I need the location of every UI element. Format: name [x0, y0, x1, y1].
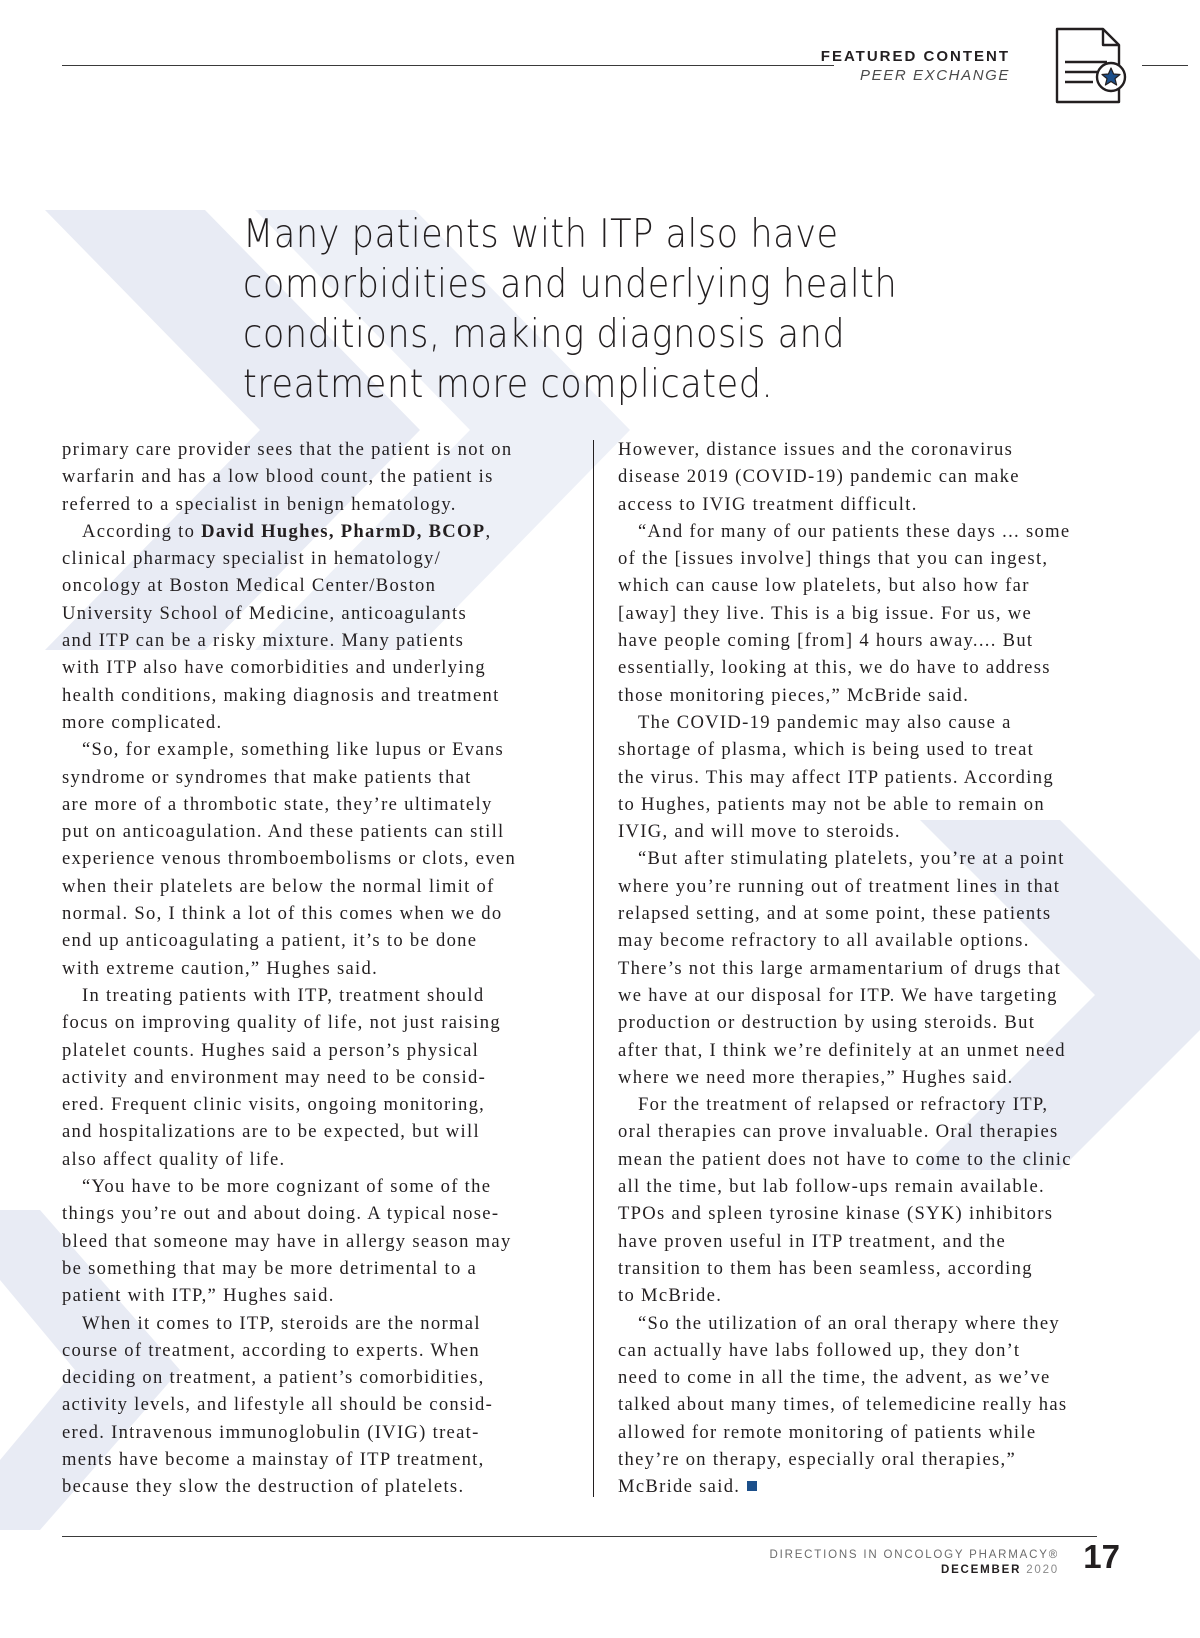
article-column-left [62, 436, 582, 1501]
text-line: There’s not this large armamentarium of drugs that [618, 957, 1062, 979]
section-title: FEATURED CONTENT [820, 48, 1010, 65]
issue-date [769, 1563, 1059, 1578]
text-line: warfarin and has a low blood count, the patient is [62, 466, 494, 488]
text-line: those monitoring pieces,” McBride said. [618, 684, 970, 706]
footer-rule [62, 1536, 1097, 1537]
text-line [618, 1473, 1138, 1500]
text-line: ered. Frequent clinic visits, ongoing monitoring, [62, 1094, 486, 1116]
text-line: things you’re out and about doing. A typical nose- [62, 1203, 500, 1225]
text-line: after that, I think we’re definitely at an unmet need [618, 1039, 1066, 1061]
text-line: mean the patient does not have to come to the clinic [618, 1148, 1072, 1170]
text-line: health conditions, making diagnosis and treatment [62, 684, 500, 706]
text-line: because they slow the destruction of platelets. [62, 1476, 465, 1498]
header-rule-right [1142, 65, 1188, 66]
issue-year: 2020 [1026, 1564, 1059, 1576]
text-line: bleed that someone may have in allergy season may [62, 1230, 512, 1252]
pull-quote-line: treatment more complicated. [243, 362, 774, 407]
text-line: essentially, looking at this, we do have to address [618, 657, 1051, 679]
page-number: 17 [1083, 1538, 1120, 1575]
text-line: referred to a specialist in benign hematology. [62, 493, 457, 515]
text-line: shortage of plasma, which is being used to treat [618, 739, 1035, 761]
text-line: may become refractory to all available options. [618, 930, 1030, 952]
text-line: disease 2019 (COVID-19) pandemic can make [618, 466, 1020, 488]
text-line: However, distance issues and the coronavirus [618, 439, 1014, 460]
text-line: oral therapies can prove invaluable. Oral therapies [618, 1121, 1059, 1143]
text-run: According to [82, 520, 202, 542]
section-subtitle: PEER EXCHANGE [860, 67, 1010, 84]
text-line: course of treatment, according to experts. When [62, 1339, 481, 1361]
text-line: TPOs and spleen tyrosine kinase (SYK) inhibitors [618, 1203, 1054, 1225]
text-line: patient with ITP,” Hughes said. [62, 1285, 335, 1307]
text-line: When it comes to ITP, steroids are the normal [82, 1312, 481, 1334]
text-line: focus on improving quality of life, not just raising [62, 1012, 501, 1034]
text-line: are more of a thrombotic state, they’re ultimately [62, 793, 493, 815]
text-line: with ITP also have comorbidities and underlying [62, 657, 486, 679]
text-line: normal. So, I think a lot of this comes when we do [62, 903, 503, 925]
text-line: be something that may be more detrimental to a [62, 1257, 478, 1279]
text-run: , [485, 520, 492, 542]
text-line: [away] they live. This is a big issue. For us, we [618, 602, 1033, 624]
text-line: which can cause low platelets, but also how far [618, 575, 1030, 597]
text-line: For the treatment of relapsed or refractory ITP, [638, 1094, 1049, 1116]
article-column-right [618, 436, 1138, 1501]
text-line: ments have become a mainstay of ITP treatment, [62, 1448, 485, 1470]
text-line: have people coming [from] 4 hours away.... But [618, 630, 1034, 652]
pull-quote-line: comorbidities and underlying health [243, 262, 898, 307]
pull-quote-line: conditions, making diagnosis and [243, 312, 846, 357]
text-line: production or destruction by using steroids. But [618, 1012, 1036, 1034]
text-line: all the time, but lab follow-ups remain available. [618, 1176, 1045, 1198]
text-line: University School of Medicine, anticoagulants [62, 602, 467, 624]
text-line: The COVID-19 pandemic may also cause a [638, 711, 1012, 733]
publication-name: DIRECTIONS IN ONCOLOGY PHARMACY® [769, 1549, 1059, 1561]
text-line: where we need more therapies,” Hughes said. [618, 1066, 1014, 1088]
text-line: transition to them has been seamless, according [618, 1257, 1033, 1279]
column-divider [593, 440, 594, 1497]
pull-quote-line: Many patients with ITP also have [243, 212, 839, 257]
footer-publication-info [769, 1548, 1059, 1578]
text-line: allowed for remote monitoring of patients while [618, 1421, 1037, 1443]
expert-name: David Hughes, PharmD, BCOP [201, 520, 486, 542]
header-rule-left [62, 65, 834, 66]
text-line: end up anticoagulating a patient, it’s to be done [62, 930, 478, 952]
text-line: relapsed setting, and at some point, these patients [618, 903, 1052, 925]
text-line: clinical pharmacy specialist in hematology/ [62, 548, 442, 570]
text-line: “And for many of our patients these days ... some [638, 520, 1071, 542]
text-line: the virus. This may affect ITP patients. According [618, 766, 1054, 788]
text-line: primary care provider sees that the patient is not on [62, 439, 513, 460]
text-line: can actually have labs followed up, they don’t [618, 1339, 1021, 1361]
text-line: “But after stimulating platelets, you’re at a point [638, 848, 1065, 870]
text-line: IVIG, and will move to steroids. [618, 821, 901, 843]
text-line: and ITP can be a risky mixture. Many patients [62, 630, 465, 652]
section-label [821, 47, 1010, 85]
text-line: more complicated. [62, 711, 223, 733]
text-line: “So the utilization of an oral therapy where they [638, 1312, 1061, 1334]
text-line: platelet counts. Hughes said a person’s physical [62, 1039, 480, 1061]
text-line: experience venous thromboembolisms or clots, even [62, 848, 517, 870]
text-line: to McBride. [618, 1285, 723, 1307]
text-line: with extreme caution,” Hughes said. [62, 957, 379, 979]
text-line: we have at our disposal for ITP. We have targeting [618, 984, 1058, 1006]
text-line: need to come in all the time, the advent, as we’ve [618, 1367, 1051, 1389]
text-line: talked about many times, of telemedicine really has [618, 1394, 1068, 1416]
text-line: and hospitalizations are to be expected, but will [62, 1121, 480, 1143]
text-line: they’re on therapy, especially oral therapies,” [618, 1448, 1017, 1470]
document-star-icon [1053, 26, 1129, 108]
text-line: In treating patients with ITP, treatment should [82, 984, 485, 1006]
text-line: put on anticoagulation. And these patients can still [62, 821, 505, 843]
issue-month: DECEMBER [940, 1564, 1022, 1576]
text-line: deciding on treatment, a patient’s comorbidities, [62, 1367, 485, 1389]
text-line: where you’re running out of treatment lines in that [618, 875, 1061, 897]
text-line: have proven useful in ITP treatment, and the [618, 1230, 1006, 1252]
text-line: of the [issues involve] things that you can ingest, [618, 548, 1049, 570]
text-line: activity levels, and lifestyle all should be consid- [62, 1394, 494, 1416]
text-line: syndrome or syndromes that make patients that [62, 766, 472, 788]
text-line: to Hughes, patients may not be able to remain on [618, 793, 1045, 815]
text-line: “You have to be more cognizant of some of the [82, 1176, 492, 1198]
text-run: McBride said. [618, 1476, 741, 1498]
text-line [62, 518, 582, 545]
text-line: also affect quality of life. [62, 1148, 286, 1170]
text-line: “So, for example, something like lupus or Evans [82, 739, 505, 761]
end-of-article-square-icon [747, 1481, 757, 1491]
text-line: oncology at Boston Medical Center/Boston [62, 575, 437, 597]
text-line: access to IVIG treatment difficult. [618, 493, 918, 515]
text-line: when their platelets are below the normal limit of [62, 875, 495, 897]
text-line: activity and environment may need to be consid- [62, 1066, 487, 1088]
pull-quote [243, 210, 927, 410]
text-line: ered. Intravenous immunoglobulin (IVIG) treat- [62, 1421, 480, 1443]
